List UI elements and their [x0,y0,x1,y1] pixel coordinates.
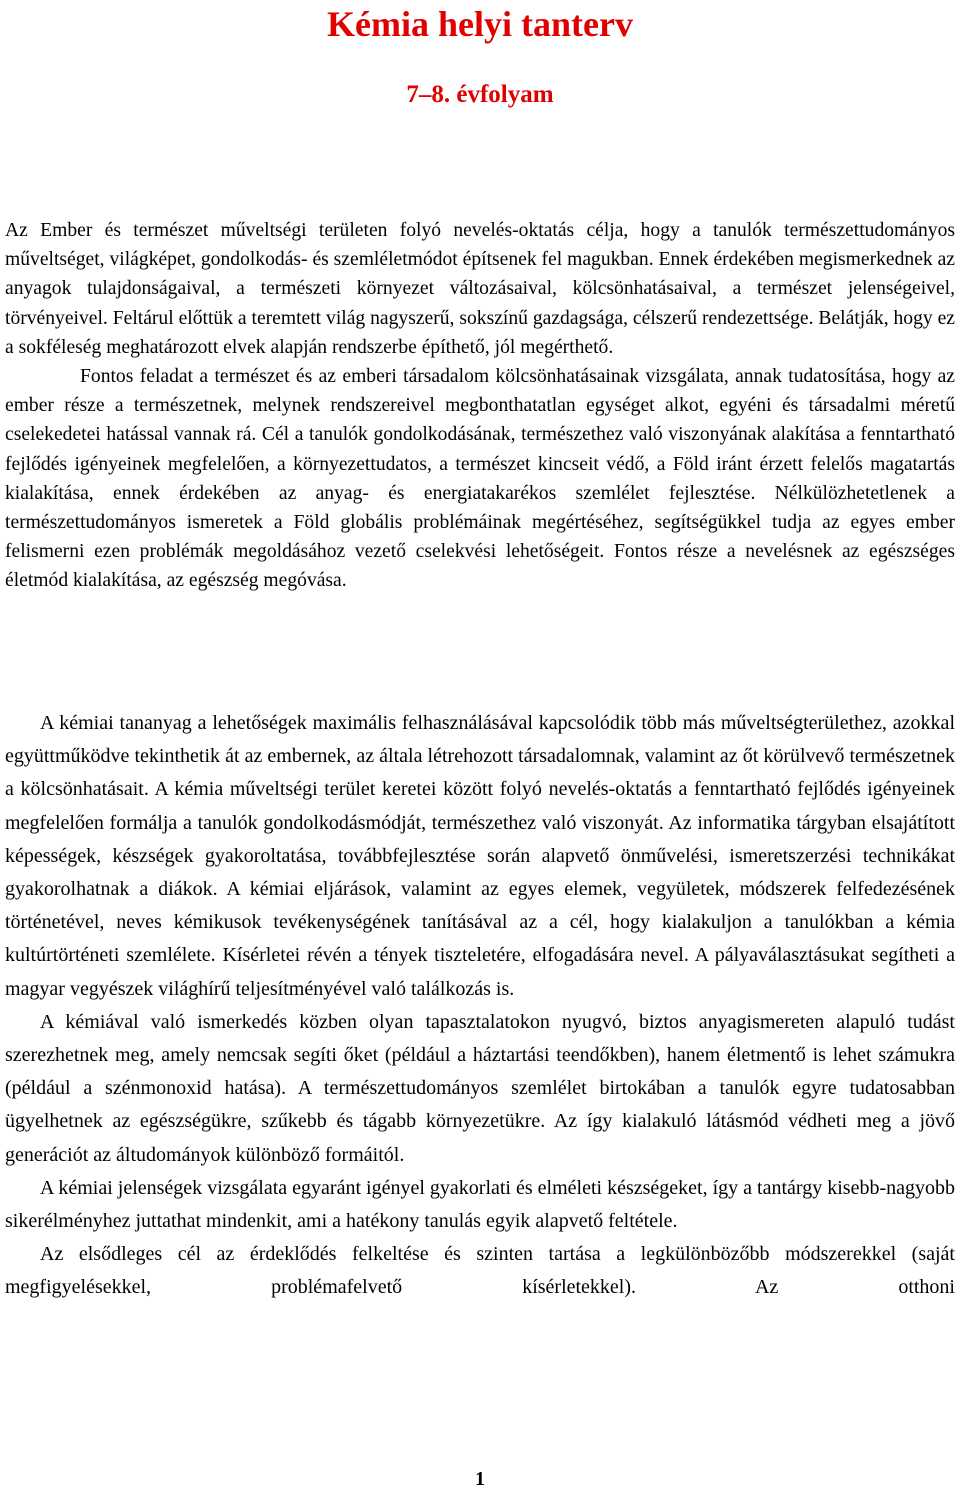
main-section [5,707,955,1305]
document-title: Kémia helyi tanterv [327,4,633,44]
paragraph: Az elsődleges cél az érdeklődés felkeltése és szinten tartása a legkülönbözőbb módszerekkel (saját megfigyelésekkel, problémafelvető kísérletekkel). Az otthoni [5,1243,955,1299]
page-number: 1 [475,1468,485,1490]
document-subtitle: 7–8. évfolyam [406,81,554,108]
paragraph: Az Ember és természet műveltségi területen folyó nevelés-oktatás célja, hogy a tanulók természettudományos műveltséget, világképet, gondolkodás- és szemléletmódot építsenek fel magukban. Ennek érdekében megismerkednek az anyagok tulajdonságaival, a természeti környezet változásaival, kölcsönhatásaival, a természet jelenségeivel, törvényeivel. Feltárul előttük a teremtett világ nagyszerű, sokszínű gazdagsága, célszerű rendezettsége. Belátják, hogy ez a sokféleség meghatározott elvek alapján rendszerbe építhető, jól megérthető. [5,220,955,358]
paragraph: A kémiai jelenségek vizsgálata egyaránt igényel gyakorlati és elméleti készségeket, így a tantárgy kisebb-nagyobb sikerélményhez juttathat mindenkit, ami a hatékony tanulás egyik alapvető feltétele. [5,1176,955,1233]
paragraph: Fontos feladat a természet és az emberi társadalom kölcsönhatásainak vizsgálata, annak tudatosítása, hogy az ember része a természetnek, melynek rendszereivel megbonthatatlan egységet alkot, egyéni és társadalmi méretű cselekedetei hatással vannak rá. Cél a tanulók gondolkodásának, természethez való viszonyának alakítása a fenntartható fejlődés igényeinek megfelelően, a környezettudatos, a természet kincseit védő, a Föld iránt érzett felelős magatartás kialakítása, ennek érdekében az anyag- és energiatakarékos szemlélet fejlesztése. Nélkülözhetetlenek a természettudományos ismeretek a Föld globális problémáinak megértéséhez, segítségükkel tudja az egyes ember felismerni ezen problémák megoldásához vezető cselekvési lehetőségeit. Fontos része a nevelésnek az egészséges életmód kialakítása, az egészség megóvása. [5,366,955,592]
intro-section [5,216,955,596]
paragraph: A kémiával való ismerkedés közben olyan tapasztalatokon nyugvó, biztos anyagismereten alapuló tudást szerezhetnek meg, amely nemcsak segíti őket (például a háztartási teendőkben), hanem életmentő is lehet számukra (például a szénmonoxid hatása). A természettudományos szemlélet birtokában a tanulók egyre tudatosabban ügyelhetnek az egészségükre, szűkebb és tágabb környezetükre. Az így kialakuló látásmód védheti meg a jövő generációt az áltudományok különböző formáitól. [5,1010,955,1166]
paragraph: A kémiai tananyag a lehetőségek maximális felhasználásával kapcsolódik több más műveltségterülethez, azokkal együttműködve tekinthetik át az embernek, az általa létrehozott társadalomnak, valamint az őt körülvevő természetnek a kölcsönhatásait. A kémia műveltségi terület keretei között folyó nevelés-oktatás a fenntartható fejlődés igényeinek megfelelően formálja a tanulók gondolkodásmódját, természethez való viszonyát. Az informatika tárgyban elsajátított képességek, készségek gyakoroltatása, továbbfejlesztése során alapvető önművelési, ismeretszerzési technikákat gyakorolhatnak a diákok. A kémiai eljárások, valamint az egyes elemek, vegyületek, módszerek felfedezésének történetével, neves kémikusok tevékenységének tanításával az a cél, hogy kialakuljon a tanulókban a kémia kultúrtörténeti szemlélete. Kísérletei révén a tények tiszteletére, elfogadására nevel. A pályaválasztásukat segítheti a magyar vegyészek világhírű teljesítményével való találkozás is. [5,712,955,1000]
